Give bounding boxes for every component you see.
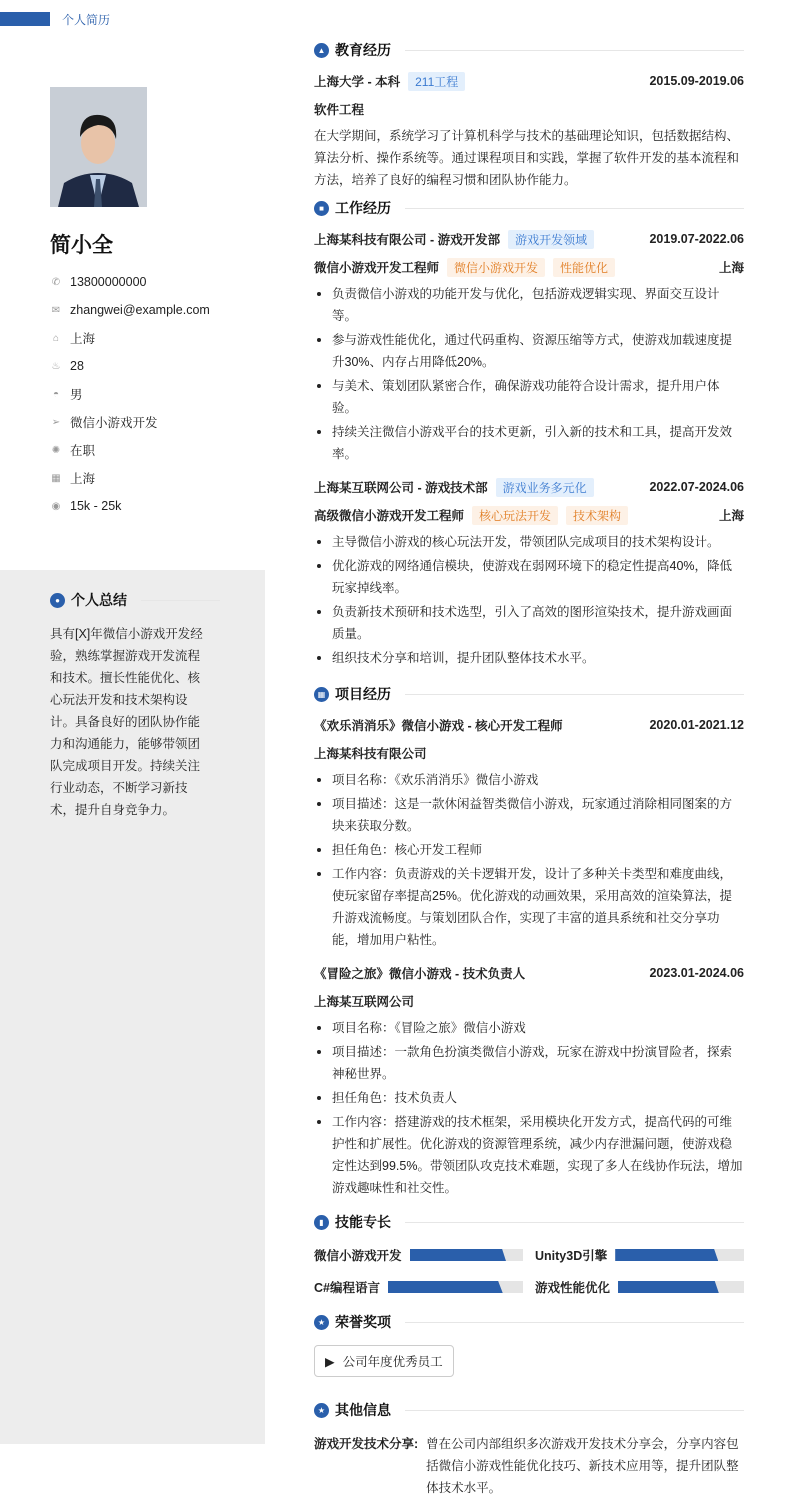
gender-icon: ◓	[52, 388, 60, 400]
work-item	[314, 225, 744, 465]
education-desc: 在大学期间，系统学习了计算机科学与技术的基础理论知识，包括数据结构、算法分析、操作系统等。通过课程项目和实践，掌握了软件开发的基本流程和方法，培养了良好的编程习惯和团队协作能力。	[314, 129, 740, 187]
skill-item	[535, 1243, 744, 1267]
info-value: 在职	[70, 444, 96, 458]
bullet-item: 组织技术分享和培训，提升团队整体技术水平。	[314, 647, 744, 669]
bullet-item: 负责微信小游戏的功能开发与优化，包括游戏逻辑实现、界面交互设计等。	[314, 283, 744, 327]
user-icon: ●	[50, 593, 65, 608]
divider	[405, 1410, 744, 1411]
skill-item	[314, 1243, 523, 1267]
divider	[141, 600, 220, 601]
education-section	[314, 39, 744, 191]
bar-chart-icon: ▮	[314, 1215, 329, 1230]
info-icon: ★	[314, 1403, 329, 1418]
projects-section	[314, 683, 744, 1199]
bullet-list	[314, 1017, 744, 1199]
phone-icon: ✆	[51, 276, 61, 288]
work-period: 2019.07-2022.06	[649, 232, 744, 246]
cake-icon: ♨	[51, 360, 61, 372]
skill-bar	[615, 1249, 744, 1261]
divider	[405, 50, 744, 51]
skill-tag: 核心玩法开发	[472, 506, 558, 525]
info-value: zhangwei@example.com	[70, 303, 210, 317]
skill-name: 微信小游戏开发	[314, 1249, 402, 1263]
bullet-item: 项目描述：这是一款休闲益智类微信小游戏，玩家通过消除相同图案的方块来获取分数。	[314, 793, 744, 837]
other-label: 游戏开发技术分享:	[314, 1437, 419, 1451]
skill-bar-fill	[410, 1249, 506, 1261]
work-period: 2022.07-2024.06	[649, 480, 744, 494]
header-accent-bar	[0, 12, 50, 26]
summary-section	[50, 589, 220, 821]
profile-info-list	[50, 268, 210, 520]
bullet-list	[314, 531, 744, 669]
skills-section	[314, 1211, 744, 1299]
other-text: 曾在公司内部组织多次游戏开发技术分享会，分享内容包括微信小游戏性能优化技巧、新技术应用等，提升团队整体技术水平。	[426, 1437, 739, 1495]
other-section	[314, 1399, 744, 1499]
section-title: 教育经历	[335, 42, 391, 58]
company-tag: 游戏开发领域	[508, 230, 594, 249]
info-item	[50, 324, 210, 352]
play-icon: ▶	[325, 1354, 335, 1369]
bullet-item: 工作内容：搭建游戏的技术框架，采用模块化开发方式，提高代码的可维护性和扩展性。优化游戏的资源管理系统，减少内存泄漏问题，使游戏稳定性达到99.5%。带领团队攻克技术难题，实现了多人在线协作玩法，增加游戏趣味性和社交性。	[314, 1111, 744, 1199]
skill-tag: 微信小游戏开发	[447, 258, 545, 277]
skill-bar-fill	[388, 1281, 503, 1293]
bullet-list	[314, 283, 744, 465]
avatar	[50, 87, 147, 207]
info-value: 上海	[70, 332, 96, 346]
section-title: 个人总结	[71, 592, 127, 608]
job-title: 高级微信小游戏开发工程师	[314, 509, 465, 523]
salary-icon: ◉	[51, 500, 61, 512]
page-title: 个人简历	[62, 13, 111, 27]
awards-section	[314, 1311, 744, 1393]
bullet-item: 优化游戏的网络通信模块，使游戏在弱网环境下的稳定性提高40%，降低玩家掉线率。	[314, 555, 744, 599]
divider	[405, 1222, 744, 1223]
section-title: 其他信息	[335, 1402, 391, 1418]
info-item	[50, 464, 210, 492]
info-value: 28	[70, 359, 84, 373]
section-title: 技能专长	[335, 1214, 391, 1230]
bullet-item: 持续关注微信小游戏平台的技术更新，引入新的技术和工具，提高开发效率。	[314, 421, 744, 465]
skill-name: 游戏性能优化	[535, 1281, 611, 1295]
bullet-item: 担任角色：核心开发工程师	[314, 839, 744, 861]
skill-tag: 性能优化	[553, 258, 615, 277]
info-value: 上海	[70, 472, 96, 486]
company-name: 上海某互联网公司 - 游戏技术部	[314, 481, 488, 495]
project-name: 《冒险之旅》微信小游戏 - 技术负责人	[314, 967, 526, 981]
info-item	[50, 436, 210, 464]
info-item	[50, 492, 210, 520]
project-period: 2020.01-2021.12	[649, 718, 744, 732]
bullet-list	[314, 769, 744, 951]
section-title: 工作经历	[335, 200, 391, 216]
graduation-cap-icon: ▲	[314, 43, 329, 58]
status-icon: ✺	[51, 444, 61, 456]
home-icon: ⌂	[52, 332, 60, 344]
work-item	[314, 473, 744, 669]
major: 软件工程	[314, 103, 365, 117]
info-item	[50, 408, 210, 436]
building-icon: ▦	[51, 472, 61, 484]
skill-bar-fill	[618, 1281, 719, 1293]
info-item	[50, 380, 210, 408]
divider	[405, 1322, 744, 1323]
skill-item	[314, 1275, 523, 1299]
bullet-item: 参与游戏性能优化，通过代码重构、资源压缩等方式，使游戏加载速度提升30%、内存占用降低20%。	[314, 329, 744, 373]
mail-icon: ✉	[51, 304, 61, 316]
info-item	[50, 268, 210, 296]
summary-text: 具有[X]年微信小游戏开发经验，熟练掌握游戏开发流程和技术。擅长性能优化、核心玩法开发和技术架构设计。具备良好的团队协作能力和沟通能力，能够带领团队完成项目开发。持续关注行业动态，不断学习新技术，提升自身竞争力。	[50, 627, 203, 817]
school-tag: 211工程	[408, 72, 465, 91]
profile-name: 简小全	[50, 234, 113, 257]
bullet-item: 工作内容：负责游戏的关卡逻辑开发，设计了多种关卡类型和难度曲线，使玩家留存率提高25%。优化游戏的动画效果，采用高效的渲染算法，提升游戏流畅度。与策划团队合作，实现了丰富的道具系统和社交分享功能，增加用户粘性。	[314, 863, 744, 951]
briefcase-icon: ■	[314, 201, 329, 216]
main-content	[314, 39, 744, 1505]
skill-name: C#编程语言	[314, 1281, 380, 1295]
bullet-item: 担任角色：技术负责人	[314, 1087, 744, 1109]
section-title: 项目经历	[335, 686, 391, 702]
project-company: 上海某科技有限公司	[314, 747, 427, 761]
skill-tag: 技术架构	[566, 506, 628, 525]
bullet-item: 与美术、策划团队紧密合作，确保游戏功能符合设计需求，提升用户体验。	[314, 375, 744, 419]
divider	[405, 208, 744, 209]
skill-name: Unity3D引擎	[535, 1249, 608, 1263]
skill-bar-fill	[615, 1249, 718, 1261]
send-icon: ➢	[51, 416, 61, 428]
award-icon: ★	[314, 1315, 329, 1330]
project-item	[314, 711, 744, 951]
skill-bar	[618, 1281, 744, 1293]
info-value: 男	[70, 388, 83, 402]
work-city: 上海	[718, 261, 744, 275]
grid-icon: ▦	[314, 687, 329, 702]
bullet-item: 负责新技术预研和技术选型，引入了高效的图形渲染技术，提升游戏画面质量。	[314, 601, 744, 645]
divider	[405, 694, 744, 695]
info-value: 微信小游戏开发	[70, 416, 158, 430]
school-name: 上海大学 - 本科	[314, 75, 401, 89]
work-city: 上海	[718, 509, 744, 523]
award-label: 公司年度优秀员工	[342, 1355, 443, 1369]
project-period: 2023.01-2024.06	[649, 966, 744, 980]
info-item	[50, 296, 210, 324]
bullet-item: 项目描述：一款角色扮演类微信小游戏，玩家在游戏中扮演冒险者，探索神秘世界。	[314, 1041, 744, 1085]
bullet-item: 主导微信小游戏的核心玩法开发，带领团队完成项目的技术架构设计。	[314, 531, 744, 553]
work-section	[314, 197, 744, 669]
project-name: 《欢乐消消乐》微信小游戏 - 核心开发工程师	[314, 719, 563, 733]
company-tag: 游戏业务多元化	[496, 478, 594, 497]
education-period: 2015.09-2019.06	[649, 74, 744, 88]
award-item	[314, 1345, 454, 1377]
skill-item	[535, 1275, 744, 1299]
skill-bar	[388, 1281, 523, 1293]
section-title: 荣誉奖项	[335, 1314, 391, 1330]
info-value: 15k - 25k	[70, 499, 122, 513]
company-name: 上海某科技有限公司 - 游戏开发部	[314, 233, 501, 247]
skill-bar	[410, 1249, 523, 1261]
info-value: 13800000000	[70, 275, 147, 289]
job-title: 微信小游戏开发工程师	[314, 261, 440, 275]
bullet-item: 项目名称：《冒险之旅》微信小游戏	[314, 1017, 744, 1039]
project-company: 上海某互联网公司	[314, 995, 415, 1009]
project-item	[314, 959, 744, 1199]
bullet-item: 项目名称：《欢乐消消乐》微信小游戏	[314, 769, 744, 791]
info-item	[50, 352, 210, 380]
